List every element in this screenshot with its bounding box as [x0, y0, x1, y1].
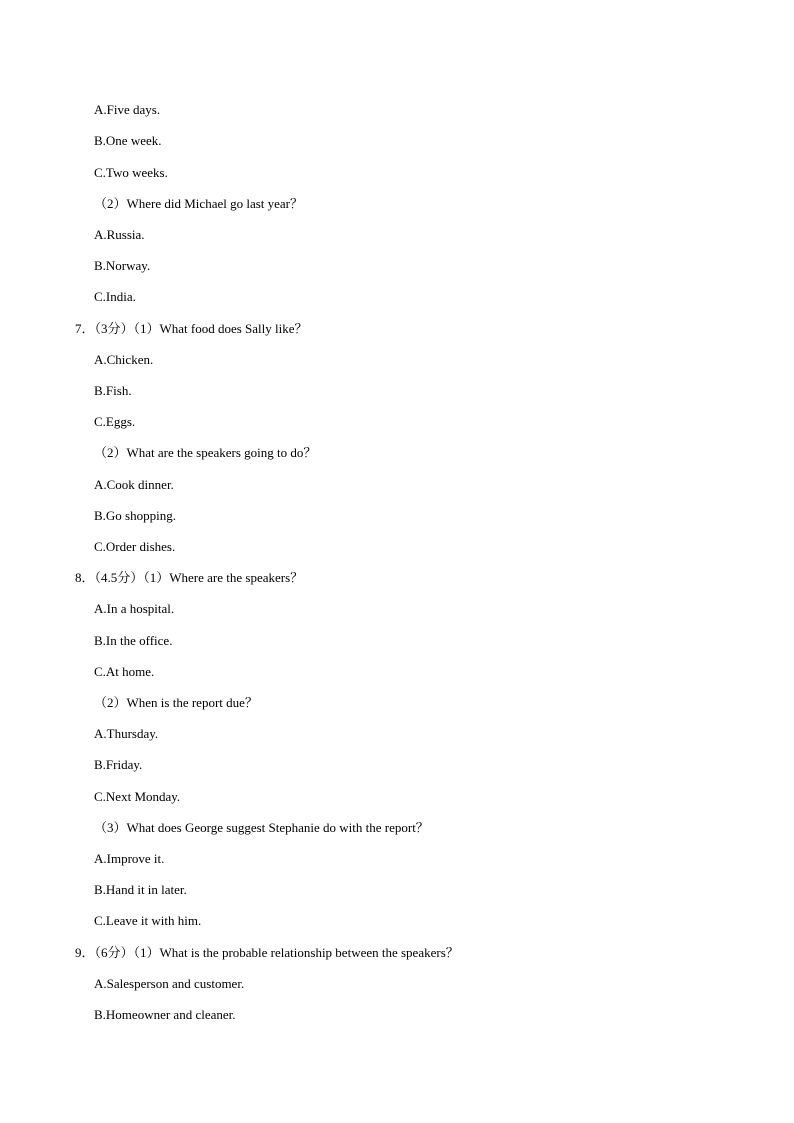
q8-part3-option-b: B.Hand it in later. [94, 882, 187, 897]
q8-heading: 8．（4.5分）（1）Where are the speakers？ [75, 570, 304, 585]
q8-part2-option-c: C.Next Monday. [94, 789, 181, 804]
q7-part1-option-a: A.Chicken. [94, 352, 154, 367]
q8-part2-option-a: A.Thursday. [94, 726, 159, 741]
q6-part1-option-a: A.Five days. [94, 102, 161, 117]
q9-part1-option-a: A.Salesperson and customer. [94, 976, 245, 991]
q8-part1-option-a: A.In a hospital. [94, 601, 175, 616]
q6-part2-option-a: A.Russia. [94, 227, 145, 242]
q6-part2-option-c: C.India. [94, 289, 136, 304]
q6-part2-option-b: B.Norway. [94, 258, 151, 273]
q7-part1-option-c: C.Eggs. [94, 414, 136, 429]
q6-part2-prompt: （2）Where did Michael go last year？ [94, 196, 304, 211]
q8-part2-prompt: （2）When is the report due？ [94, 695, 258, 710]
q8-part3-prompt: （3）What does George suggest Stephanie do with the report？ [94, 820, 429, 835]
q7-part1-option-b: B.Fish. [94, 383, 132, 398]
q7-part2-option-a: A.Cook dinner. [94, 477, 174, 492]
q6-part1-option-b: B.One week. [94, 133, 162, 148]
q7-part2-prompt: （2）What are the speakers going to do？ [94, 445, 317, 460]
q8-part1-option-b: B.In the office. [94, 633, 173, 648]
q7-part2-option-b: B.Go shopping. [94, 508, 176, 523]
q8-part3-option-c: C.Leave it with him. [94, 913, 202, 928]
q8-part3-option-a: A.Improve it. [94, 851, 165, 866]
q9-part1-option-b: B.Homeowner and cleaner. [94, 1007, 236, 1022]
q9-heading: 9．（6分）（1）What is the probable relationship between the speakers？ [75, 945, 459, 960]
q6-part1-option-c: C.Two weeks. [94, 165, 168, 180]
q8-part2-option-b: B.Friday. [94, 757, 143, 772]
q8-part1-option-c: C.At home. [94, 664, 155, 679]
q7-heading: 7．（3分）（1）What food does Sally like？ [75, 321, 308, 336]
q7-part2-option-c: C.Order dishes. [94, 539, 176, 554]
